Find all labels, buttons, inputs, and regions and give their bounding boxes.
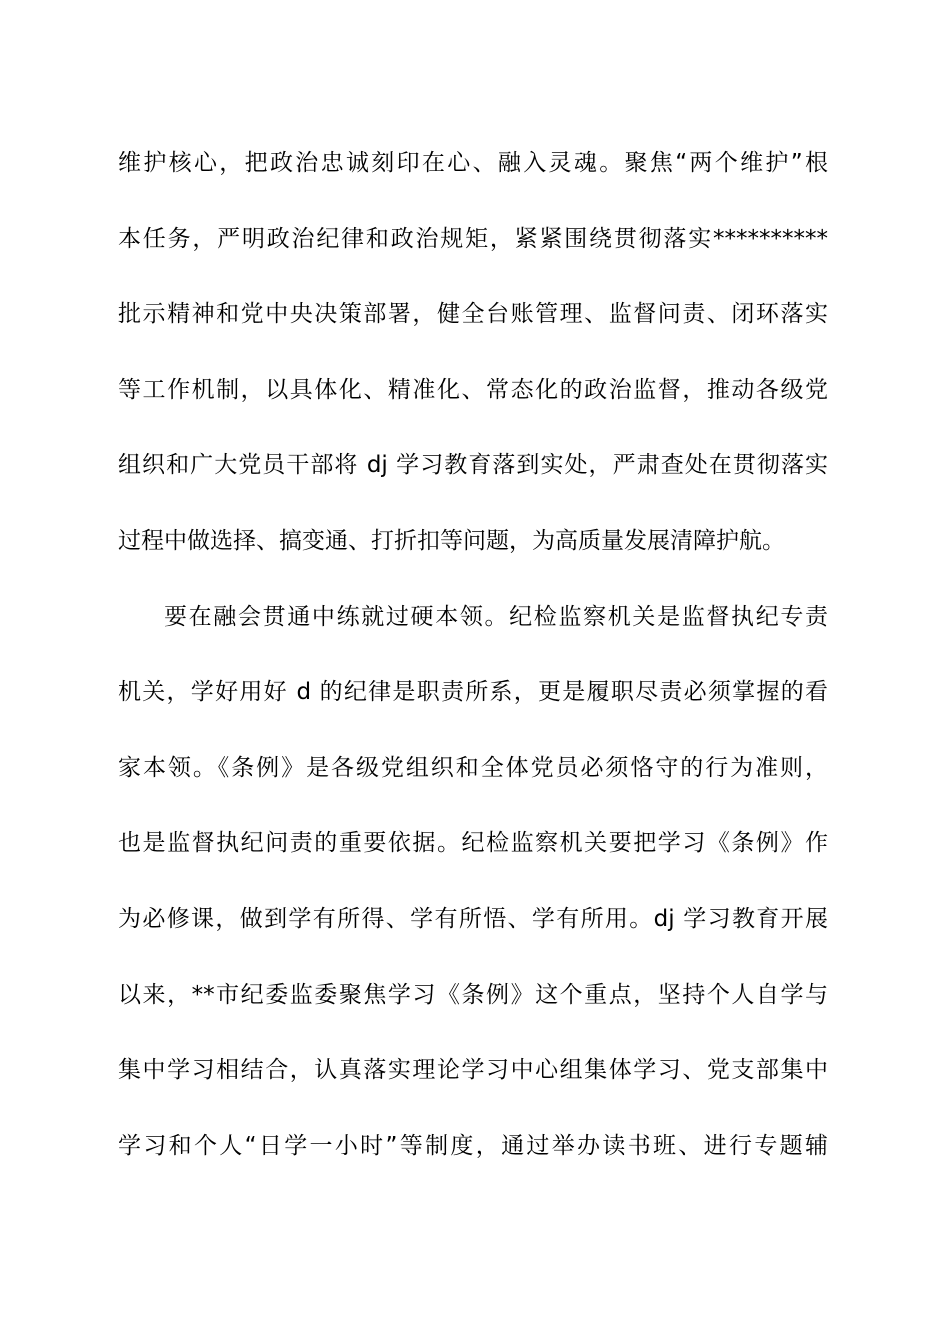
paragraph-line: 也是监督执纪问责的重要依据。纪检监察机关要把学习《条例》作 bbox=[118, 830, 828, 857]
paragraph-line: 等工作机制，以具体化、精准化、常态化的政治监督，推动各级党 bbox=[118, 376, 828, 403]
paragraph-line: 以来，**市纪委监委聚焦学习《条例》这个重点，坚持个人自学与 bbox=[118, 981, 828, 1008]
paragraph-line: 学习和个人“日学一小时”等制度，通过举办读书班、进行专题辅 bbox=[118, 1132, 828, 1159]
paragraph-line: 要在融会贯通中练就过硬本领。纪检监察机关是监督执纪专责 bbox=[164, 603, 828, 630]
paragraph-line: 为必修课，做到学有所得、学有所悟、学有所用。dj 学习教育开展 bbox=[118, 905, 828, 932]
paragraph-line: 组织和广大党员干部将 dj 学习教育落到实处，严肃查处在贯彻落实 bbox=[118, 452, 828, 479]
paragraph-line: 机关，学好用好 d 的纪律是职责所系，更是履职尽责必须掌握的看 bbox=[118, 679, 828, 706]
body-text bbox=[118, 136, 828, 1194]
paragraph-line: 批示精神和党中央决策部署，健全台账管理、监督问责、闭环落实 bbox=[118, 301, 828, 328]
paragraph-line: 维护核心，把政治忠诚刻印在心、融入灵魂。聚焦“两个维护”根 bbox=[118, 150, 828, 176]
paragraph-line: 本任务，严明政治纪律和政治规矩，紧紧围绕贯彻落实********** bbox=[118, 225, 828, 252]
paragraph-line: 集中学习相结合，认真落实理论学习中心组集体学习、党支部集中 bbox=[118, 1057, 828, 1084]
paragraph-line: 家本领。《条例》是各级党组织和全体党员必须恪守的行为准则， bbox=[118, 754, 828, 781]
paragraph-line: 过程中做选择、搞变通、打折扣等问题，为高质量发展清障护航。 bbox=[118, 527, 785, 554]
